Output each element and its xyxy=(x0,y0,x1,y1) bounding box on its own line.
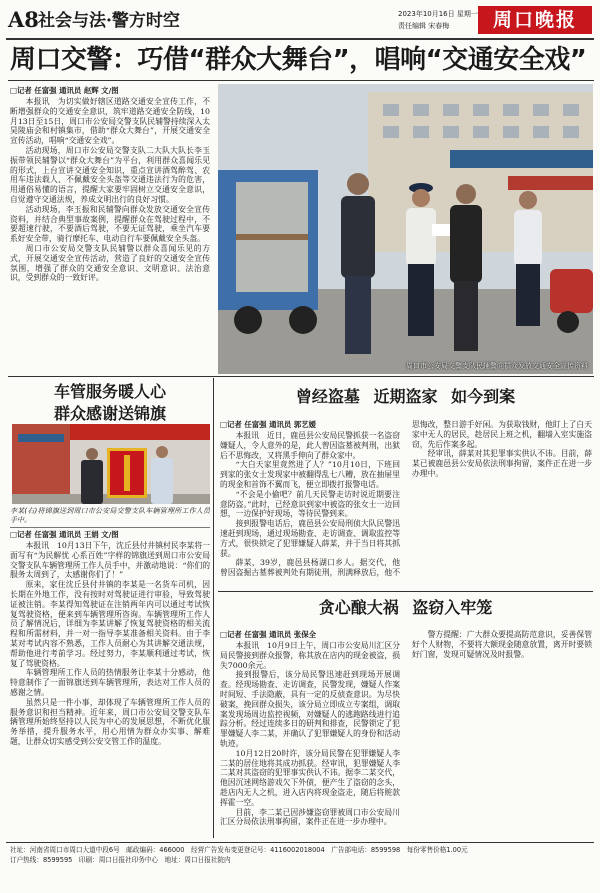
byline: □记者 任富强 通讯员 赵辉 文/图 xyxy=(10,86,119,95)
man-dark-jacket xyxy=(341,173,375,354)
red-wall-banner xyxy=(70,424,210,440)
rust-stripe xyxy=(236,234,308,240)
imprint-footer xyxy=(10,846,592,868)
man-holding-leaflet xyxy=(450,184,482,351)
article-title: 曾经盗墓 近期盗家 如今到案 xyxy=(295,387,516,406)
photo-police-handing-leaflets xyxy=(218,84,593,374)
photo-scene xyxy=(12,424,210,504)
photo-caption: 李某(右)将锦旗送到周口市公安局交警支队车辆管理所工作人员手中。 xyxy=(10,507,210,524)
paragraph: “不会是小偷吧？前几天民警走访时说近期要注意防盗。”此时，已经意识到家中被盗的张女士一边回想，一边保护好现场，等待民警到来。 xyxy=(220,489,400,519)
tricycle-wheel xyxy=(234,306,262,334)
footer-rule xyxy=(6,842,594,843)
byline: □记者 任富强 通讯员 郭艺嫒 xyxy=(220,420,316,429)
paragraph: 本报讯 近日，鹿邑县公安局民警抓获一名盗窃嫌疑人，令人意外的是，此人曾因盗墓被判刑，出狱后不思悔改，又将黑手伸向了群众家中。 xyxy=(220,431,400,460)
silk-banner xyxy=(107,448,147,498)
paragraph: 周口市公安局交警支队民辅警以群众喜闻乐见的方式，开展交通安全宣传活动，营造了良好的交通安全宣传氛围，增强了群众的交通安全意识、文明意识、法治意识，受到群众的一致好评。 xyxy=(10,243,210,283)
page-number: A8 xyxy=(8,7,39,32)
column-rule xyxy=(213,378,214,838)
paragraph: 虽然只是一件小事，却体现了车辆管理所工作人员的服务意识和担当精神。近年来，周口市公安局交警支队车辆管理所始终坚持以人民为中心的发展思想，不断优化服务举措，提升服务水平，用心用情为群众办实事、解难题，让群众切实感受到公安交管工作的温度。 xyxy=(10,697,210,746)
section-title: 社会与法·警方时空 xyxy=(38,11,180,31)
paragraph: “大白天家里竟然进了人？”10月10日，下班回到家的张女士发现家中被翻得乱七八糟，放在抽屉里的现金和首饰不翼而飞，便立即拨打报警电话。 xyxy=(220,460,400,489)
tricycle-wheel xyxy=(289,306,317,334)
issue-date: 2023年10月16日 星期一 xyxy=(398,10,478,18)
paragraph: 原来，家住沈丘县付井镇的李某是一名货车司机，因长期在外地工作，没有按时对驾驶证进行审验，导致驾驶证被注销。李某得知驾驶证在注销两年内可以通过考试恢复驾驶资格，便来到车辆管理所咨询。车辆管理所工作人员了解情况后，详细为李某讲解了恢复驾驶资格的相关流程和所需材料，并一对一指导李某准备相关资料。由于李某对考试内容不熟悉，工作人员耐心为其讲解交通法规，帮助他进行考前学习。经过努力，李某顺利通过考试，恢复了驾驶资格。 xyxy=(10,580,210,668)
header-rule xyxy=(6,38,594,40)
byline: □记者 任富强 通讯员 张保全 xyxy=(220,630,316,639)
red-motorbike xyxy=(550,269,593,313)
paragraph: 活动现场，周口市公安局交警支队二大队大队长李玉振带领民辅警以“群众大舞台”为平台，利用群众喜闻乐见的形式，上台宣讲交通安全知识，重点宣讲酒驾醉驾、农用车违法载人、不佩戴安全头盔等交通违法行为的危害，用通俗易懂的语言，提醒大家要牢固树立交通安全意识，自觉遵守交通法规，养成文明出行的良好习惯。 xyxy=(10,145,210,204)
title-line: 群众感谢送锦旗 xyxy=(53,404,166,423)
paragraph: 薛某，39岁，鹿邑县杨湖口乡人。据交代，他曾因盗掘古墓葬被判处有期徒刑，刑满释放后，他不思悔改，整日游手好闲。为获取钱财，他盯上了白天家中无人的居民，趁居民上班之机，翻墙入室实施盗窃，先后作案多起。 xyxy=(220,420,592,578)
paragraph: 接到报警电话后，鹿邑县公安局刑侦大队民警迅速赶到现场，通过现场勘查、走访调查、调取监控等方式，很快锁定了犯罪嫌疑人薛某，并于当日将其抓获。 xyxy=(220,519,400,558)
paragraph: 本报讯 10月13日下午，沈丘县付井镇村民李某将一面写有“为民解忧 心系百姓”字样的锦旗送到周口市公安局交警支队车辆管理所工作人员手中，并激动地说：“你们的服务太周到了，太感谢你们了！” xyxy=(10,541,210,580)
poster-strip xyxy=(18,434,64,442)
photo-scene xyxy=(218,84,593,374)
footer-line: 社址：河南省周口市周口大道中段6号 邮政编码：466000 经营广告发布变更登记号：4116002018004 广告部电话：8599598 每份零售价格1.00元 xyxy=(10,846,468,854)
article-greed-theft xyxy=(220,630,592,836)
section-rule xyxy=(8,376,594,377)
shop-sign-blue xyxy=(450,150,593,168)
headline-rule xyxy=(8,80,594,81)
paragraph: 接到报警后，该分局民警迅速赶到现场开展调查。经现场勘查、走访调查，民警发现，嫌疑人作案时间短、手法隐蔽，具有一定的反侦查意识。为尽快破案，挽回群众损失，该分局立即成立专案组，调取案发现场周边监控视频，对嫌疑人的逃跑路线进行追踪分析。经过连续多日的研判和排查，民警锁定了犯罪嫌疑人李二某，并确认了犯罪嫌疑人的身份和活动轨迹。 xyxy=(220,670,400,748)
paragraph: 活动现场，李玉振和民辅警向群众发放交通安全宣传资料，并结合典型事故案例，提醒群众在驾驶过程中，不要超速行驶，不要酒后驾驶，不要无证驾驶，乘坐汽车要系好安全带，骑行摩托车、电动自行车要佩戴安全头盔。 xyxy=(10,204,210,244)
paragraph: 10月12日20时许，该分局民警在犯罪嫌疑人李二某的居住地将其成功抓获。经审讯，犯罪嫌疑人李二某对其盗窃的犯罪事实供认不讳。据李二某交代，他因沉迷网络游戏欠下外债，便产生了盗窃的念头，趁店内无人之机，进入店内将现金盗走，随后将赃款挥霍一空。 xyxy=(220,748,400,807)
leaflet xyxy=(432,224,450,236)
newspaper-logo: 周口晚报 xyxy=(478,6,592,34)
article-vehicle-office xyxy=(10,530,210,836)
article-title xyxy=(10,381,210,425)
article-tomb-raider-theft xyxy=(220,420,592,586)
paragraph: 目前，李二某已因涉嫌盗窃罪被周口市公安局川汇区分局依法刑事拘留，案件正在进一步办理中。 xyxy=(220,807,400,827)
motorbike-wheel xyxy=(557,311,579,333)
title-line: 车管服务暖人心 xyxy=(53,382,166,401)
paragraph: 警方提醒：广大群众要提高防范意识，妥善保管好个人财物，不要将大额现金随意放置，离开时要锁好门窗，发现可疑情况及时报警。 xyxy=(412,630,592,659)
article-rule xyxy=(218,591,593,592)
photo-banner-presentation xyxy=(12,424,210,504)
photo-caption: 周口市公安局交警支队民辅警向群众发放交通安全宣传资料 xyxy=(406,362,588,370)
shop-sign-red xyxy=(508,176,593,190)
article-title: 贪心酿大祸 盗窃入牢笼 xyxy=(318,598,493,617)
paragraph: 本报讯 为切实做好辖区道路交通安全宣传工作，不断增强群众的交通安全意识，筑牢道路交通安全防线，10月13日至15日，周口市公安局交警支队民辅警持续深入太昊陵庙会和村镇集市，借助“群众大舞台”，开展交通安全宣传活动，唱响“交通安全戏”。 xyxy=(10,97,210,146)
second-police-officer xyxy=(514,191,542,326)
editor-credit: 责任编辑 宋春梅 xyxy=(398,22,450,30)
paragraph: 经审讯，薛某对其犯罪事实供认不讳。目前，薛某已被鹿邑县公安局依法刑事拘留，案件正在进一步办理中。 xyxy=(412,449,592,478)
footer-line: 订户热线：8599595 印刷：周口日报社印务中心 地址：周口日报社院内 xyxy=(10,855,231,864)
paragraph: 本报讯 10月9日上午，周口市公安局川汇区分局民警接到群众报警，称其放在店内的现金被盗，损失7000余元。 xyxy=(220,641,400,670)
article-traffic-safety xyxy=(10,86,210,368)
caption-rule xyxy=(10,527,210,528)
paragraph: 车辆管理所工作人员的热情服务让李某十分感动，他特意制作了一面锦旗送到车辆管理所，表达对工作人员的感谢之情。 xyxy=(10,668,210,697)
byline: □记者 任富强 通讯员 王娟 文/图 xyxy=(10,530,119,539)
main-headline: 周口交警：巧借“群众大舞台”，唱响“交通安全戏” xyxy=(10,45,587,75)
